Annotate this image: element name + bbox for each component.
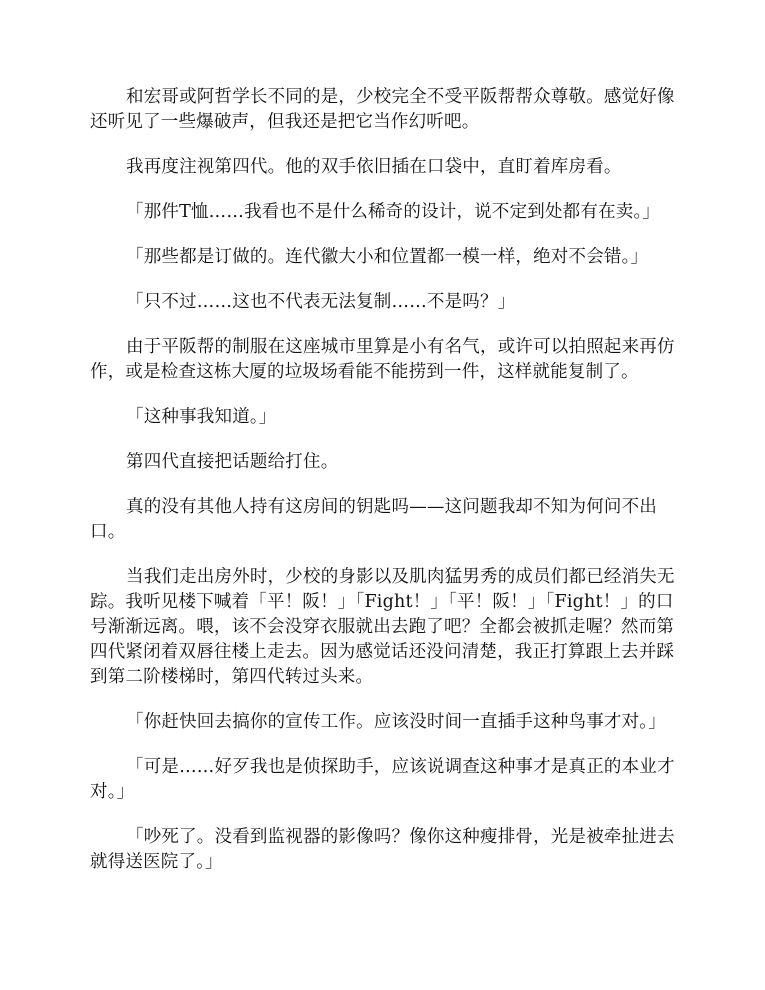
paragraph-13: 「吵死了。没看到监视器的影像吗？像你这种瘦排骨，光是被牵扯进去就得送医院了。」 — [90, 827, 675, 872]
document-page — [90, 85, 678, 895]
paragraph-9: 真的没有其他人持有这房间的钥匙吗——这问题我却不知为何问不出口。 — [90, 497, 657, 542]
paragraph-2: 我再度注视第四代。他的双手依旧插在口袋中，直盯着库房看。 — [126, 157, 622, 177]
paragraph-11: 「你赶快回去搞你的宣传工作。应该没时间一直插手这种鸟事才对。」 — [126, 712, 666, 732]
paragraph-5: 「只不过……这也不代表无法复制……不是吗？」 — [126, 292, 516, 312]
paragraph-4: 「那些都是订做的。连代徽大小和位置都一模一样，绝对不会错。」 — [126, 247, 649, 267]
paragraph-12: 「可是……好歹我也是侦探助手，应该说调查这种事才是真正的本业才对。」 — [90, 757, 675, 802]
paragraph-6: 由于平阪帮的制服在这座城市里算是小有名气，或许可以拍照起来再仿作，或是检查这栋大厦的垃圾场看能不能捞到一件，这样就能复制了。 — [90, 337, 675, 382]
paragraph-10: 当我们走出房外时，少校的身影以及肌肉猛男秀的成员们都已经消失无踪。我听见楼下喊着「平！阪！」「Fight！」「平！阪！」「Fight！」的口号渐渐远离。喂，该不会没穿衣服就出去跑了吧？全都会被抓走喔？然而第四代紧闭着双唇往楼上走去。因为感觉话还没问清楚，我正打算跟上去并踩到第二阶楼梯时，第四代转过头来。 — [90, 567, 675, 687]
paragraph-3: 「那件T恤……我看也不是什么稀奇的设计，说不定到处都有在卖。」 — [126, 202, 661, 222]
paragraph-1: 和宏哥或阿哲学长不同的是，少校完全不受平阪帮帮众尊敬。感觉好像还听见了一些爆破声，但我还是把它当作幻听吧。 — [90, 87, 675, 132]
paragraph-8: 第四代直接把话题给打住。 — [126, 452, 339, 472]
paragraph-7: 「这种事我知道。」 — [126, 407, 277, 427]
